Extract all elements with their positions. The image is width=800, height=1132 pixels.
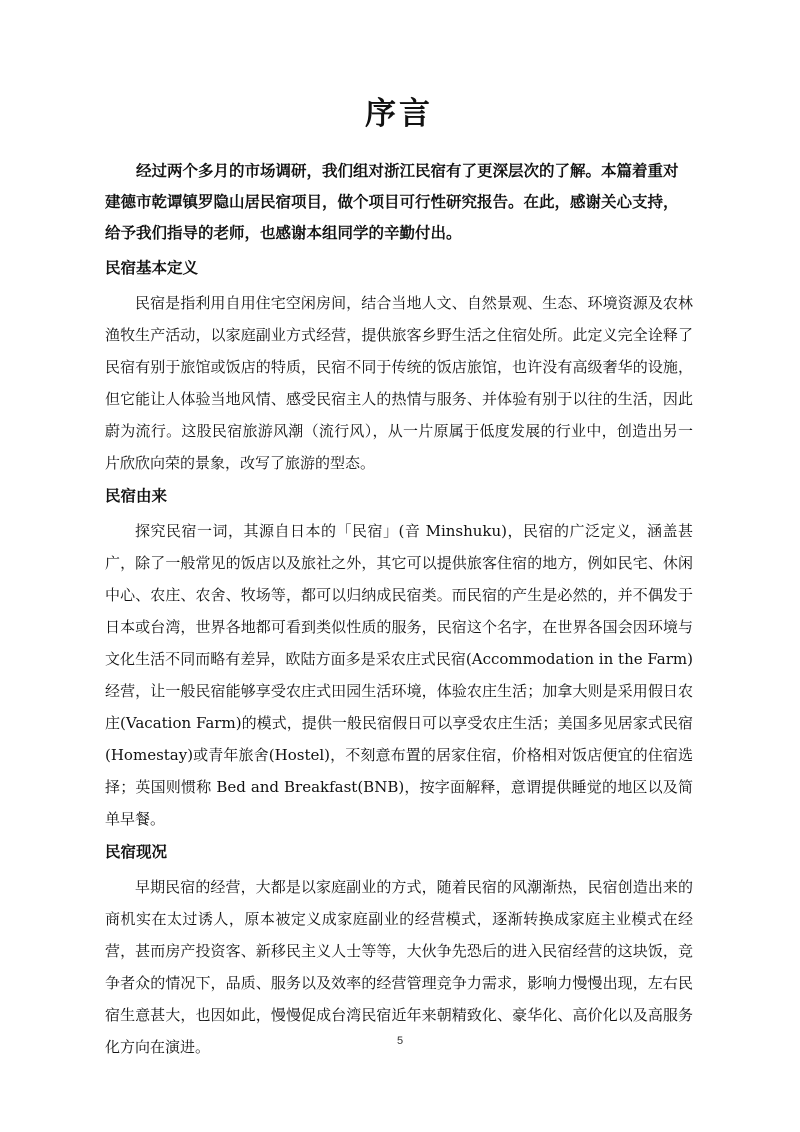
section-heading: 民宿现况 [105,843,168,861]
document-page [105,92,693,1065]
page-number: 5 [396,1035,404,1047]
page-title: 序言 [365,96,433,132]
section-body: 探究民宿一词，其源自日本的「民宿」(音 Minshuku)，民宿的广泛定义，涵盖甚广，除了一般常见的饭店以及旅社之外，其它可以提供旅客住宿的地方，例如民宅、休闲中心、农庄、农舍、牧场等，都可以归纳成民宿类。而民宿的产生是必然的，并不偶发于日本或台湾，世界各地都可看到类似性质的服务，民宿这个名字，在世界各国会因环境与文化生活不同而略有差异，欧陆方面多是采农庄式民宿(Accommodation in the Farm)经营，让一般民宿能够享受农庄式田园生活环境，体验农庄生活；加拿大则是采用假日农庄(Vacation Farm)的模式，提供一般民宿假日可以享受农庄生活；美国多见居家式民宿(Homestay)或青年旅舍(Hostel)，不刻意布置的居家住宿，价格相对饭店便宜的住宿选择；英国则惯称 Bed and Breakfast(BNB)，按字面解释，意谓提供睡觉的地区以及简单早餐。 [105,522,693,828]
intro-paragraph: 经过两个多月的市场调研，我们组对浙江民宿有了更深层次的了解。本篇着重对建德市乾谭镇罗隐山居民宿项目，做个项目可行性研究报告。在此，感谢关心支持，给予我们指导的老师，也感谢本组同学的辛勤付出。 [105,162,679,242]
section-basic-definition [105,253,693,479]
section-body: 民宿是指利用自用住宅空闲房间，结合当地人文、自然景观、生态、环境资源及农林渔牧生产活动，以家庭副业方式经营，提供旅客乡野生活之住宿处所。此定义完全诠释了民宿有别于旅馆或饭店的特质，民宿不同于传统的饭店旅馆，也许没有高级奢华的设施，但它能让人体验当地风情、感受民宿主人的热情与服务、并体验有别于以往的生活，因此蔚为流行。这股民宿旅游风潮（流行风），从一片原属于低度发展的行业中，创造出另一片欣欣向荣的景象，改写了旅游的型态。 [105,294,693,472]
section-heading: 民宿由来 [105,487,168,505]
section-body: 早期民宿的经营，大都是以家庭副业的方式，随着民宿的风潮渐热，民宿创造出来的商机实在太过诱人，原本被定义成家庭副业的经营模式，逐渐转换成家庭主业模式在经营，甚而房产投资客、新移民主义人士等等，大伙争先恐后的进入民宿经营的这块饭，竞争者众的情况下，品质、服务以及效率的经营管理竞争力需求，影响力慢慢出现，左右民宿生意甚大，也因如此，慢慢促成台湾民宿近年来朝精致化、豪华化、高价化以及高服务化方向在演进。 [105,878,693,1056]
section-current-status [105,837,693,1063]
section-heading: 民宿基本定义 [105,259,199,277]
section-origin [105,481,693,835]
